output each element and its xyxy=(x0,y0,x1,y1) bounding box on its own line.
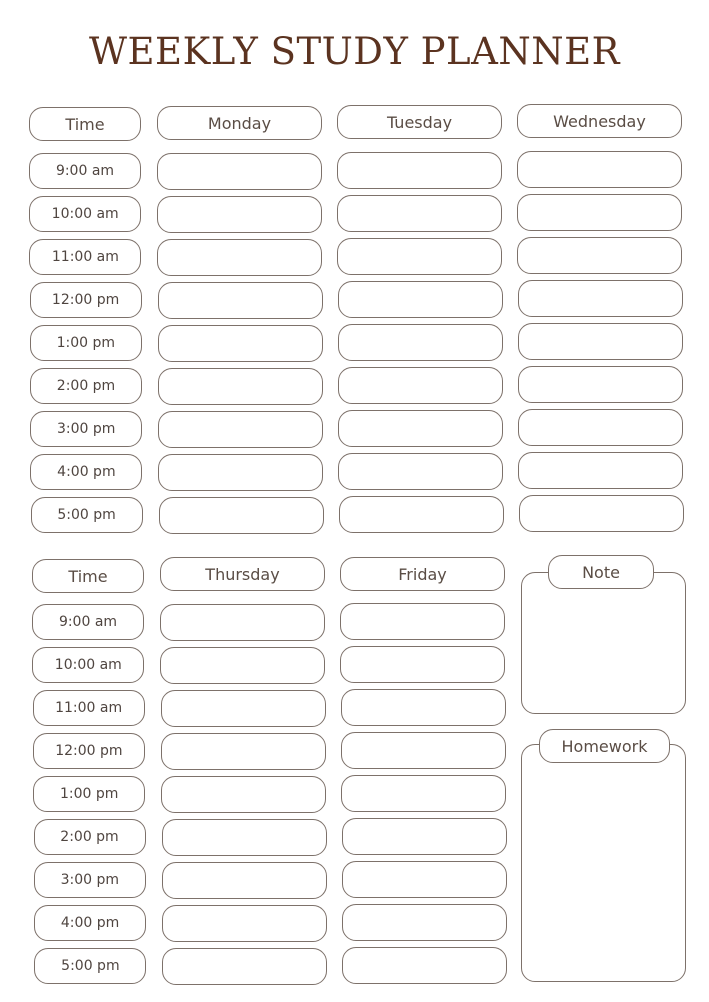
cell-friday[interactable] xyxy=(342,947,507,984)
time-slot-text: 5:00 pm xyxy=(61,958,120,974)
cell-friday[interactable] xyxy=(340,603,505,640)
cell-monday[interactable] xyxy=(158,325,323,362)
cell-thursday[interactable] xyxy=(160,647,325,684)
cell-thursday[interactable] xyxy=(162,948,327,985)
cell-wednesday[interactable] xyxy=(518,323,683,360)
time-slot xyxy=(33,690,145,726)
time-slot-text: 12:00 pm xyxy=(51,292,120,308)
cell-tuesday[interactable] xyxy=(337,195,502,232)
cell-thursday[interactable] xyxy=(161,733,326,770)
time-slot xyxy=(34,819,146,855)
time-slot xyxy=(33,733,145,769)
time-slot-text: 10:00 am xyxy=(54,657,122,673)
note-panel[interactable] xyxy=(521,572,686,714)
cell-thursday[interactable] xyxy=(161,690,326,727)
cell-wednesday[interactable] xyxy=(518,280,683,317)
homework-panel[interactable] xyxy=(521,744,686,982)
day-header-tuesday-text: Tuesday xyxy=(386,112,453,132)
cell-friday[interactable] xyxy=(341,775,506,812)
cell-monday[interactable] xyxy=(158,411,323,448)
cell-monday[interactable] xyxy=(159,497,324,534)
time-slot xyxy=(29,153,141,189)
day-header-wednesday-text: Wednesday xyxy=(553,111,646,131)
time-slot-text: 1:00 pm xyxy=(56,335,115,351)
time-header xyxy=(32,559,144,593)
time-slot xyxy=(34,905,146,941)
time-slot xyxy=(32,604,144,640)
time-slot-text: 3:00 pm xyxy=(60,872,119,888)
cell-thursday[interactable] xyxy=(162,905,327,942)
time-slot xyxy=(30,411,142,447)
cell-wednesday[interactable] xyxy=(517,237,682,274)
time-slot-text: 2:00 pm xyxy=(60,829,119,845)
cell-thursday[interactable] xyxy=(162,862,327,899)
time-slot-text: 4:00 pm xyxy=(60,915,120,931)
time-slot-text: 3:00 pm xyxy=(56,421,116,437)
time-slot xyxy=(30,282,142,318)
cell-friday[interactable] xyxy=(342,904,507,941)
cell-friday[interactable] xyxy=(342,818,507,855)
cell-monday[interactable] xyxy=(158,368,323,405)
time-slot-text: 1:00 pm xyxy=(59,786,119,802)
cell-monday[interactable] xyxy=(157,239,322,276)
cell-tuesday[interactable] xyxy=(338,281,503,318)
cell-friday[interactable] xyxy=(341,732,506,769)
cell-tuesday[interactable] xyxy=(338,367,503,404)
time-slot-text: 9:00 am xyxy=(58,614,118,630)
day-header-monday xyxy=(157,106,322,140)
homework-label: Homework xyxy=(539,729,670,763)
time-slot-text: 5:00 pm xyxy=(57,507,116,523)
time-slot xyxy=(34,862,146,898)
cell-thursday[interactable] xyxy=(162,819,327,856)
time-slot xyxy=(29,196,141,232)
cell-tuesday[interactable] xyxy=(338,410,503,447)
cell-friday[interactable] xyxy=(341,689,506,726)
time-slot xyxy=(34,948,146,984)
page-title: WEEKLY STUDY PLANNER xyxy=(89,30,620,73)
cell-tuesday[interactable] xyxy=(337,238,502,275)
cell-tuesday[interactable] xyxy=(338,324,503,361)
cell-friday[interactable] xyxy=(342,861,507,898)
time-slot-text: 11:00 am xyxy=(55,700,123,716)
time-slot xyxy=(33,776,145,812)
time-slot-text: 9:00 am xyxy=(55,163,115,179)
time-slot xyxy=(30,454,142,490)
day-header-thursday-text: Thursday xyxy=(205,564,280,584)
cell-friday[interactable] xyxy=(340,646,505,683)
note-label: Note xyxy=(548,555,654,589)
day-header-friday-text: Friday xyxy=(398,564,447,584)
cell-tuesday[interactable] xyxy=(339,496,504,533)
day-header-friday xyxy=(340,557,505,591)
day-header-tuesday xyxy=(337,105,502,139)
cell-tuesday[interactable] xyxy=(337,152,502,189)
cell-thursday[interactable] xyxy=(160,604,325,641)
day-header-monday-text: Monday xyxy=(207,113,272,133)
time-slot xyxy=(29,239,141,275)
time-slot-text: 10:00 am xyxy=(51,206,119,222)
time-header xyxy=(29,107,141,141)
time-header-text: Time xyxy=(65,114,105,134)
cell-tuesday[interactable] xyxy=(338,453,503,490)
cell-monday[interactable] xyxy=(157,196,322,233)
cell-thursday[interactable] xyxy=(161,776,326,813)
time-slot xyxy=(30,325,142,361)
time-slot xyxy=(32,647,144,683)
cell-wednesday[interactable] xyxy=(518,409,683,446)
cell-wednesday[interactable] xyxy=(517,194,682,231)
time-slot-text: 2:00 pm xyxy=(56,378,116,394)
time-slot-text: 4:00 pm xyxy=(57,464,116,480)
cell-monday[interactable] xyxy=(158,454,323,491)
cell-monday[interactable] xyxy=(157,153,322,190)
cell-wednesday[interactable] xyxy=(519,495,684,532)
day-header-wednesday xyxy=(517,104,682,138)
time-slot xyxy=(30,368,142,404)
time-slot-text: 11:00 am xyxy=(51,249,119,265)
time-slot xyxy=(31,497,143,533)
cell-wednesday[interactable] xyxy=(518,452,683,489)
time-header-text: Time xyxy=(68,566,108,586)
cell-wednesday[interactable] xyxy=(518,366,683,403)
day-header-thursday xyxy=(160,557,325,591)
time-slot-text: 12:00 pm xyxy=(55,743,123,759)
cell-wednesday[interactable] xyxy=(517,151,682,188)
cell-monday[interactable] xyxy=(158,282,323,319)
